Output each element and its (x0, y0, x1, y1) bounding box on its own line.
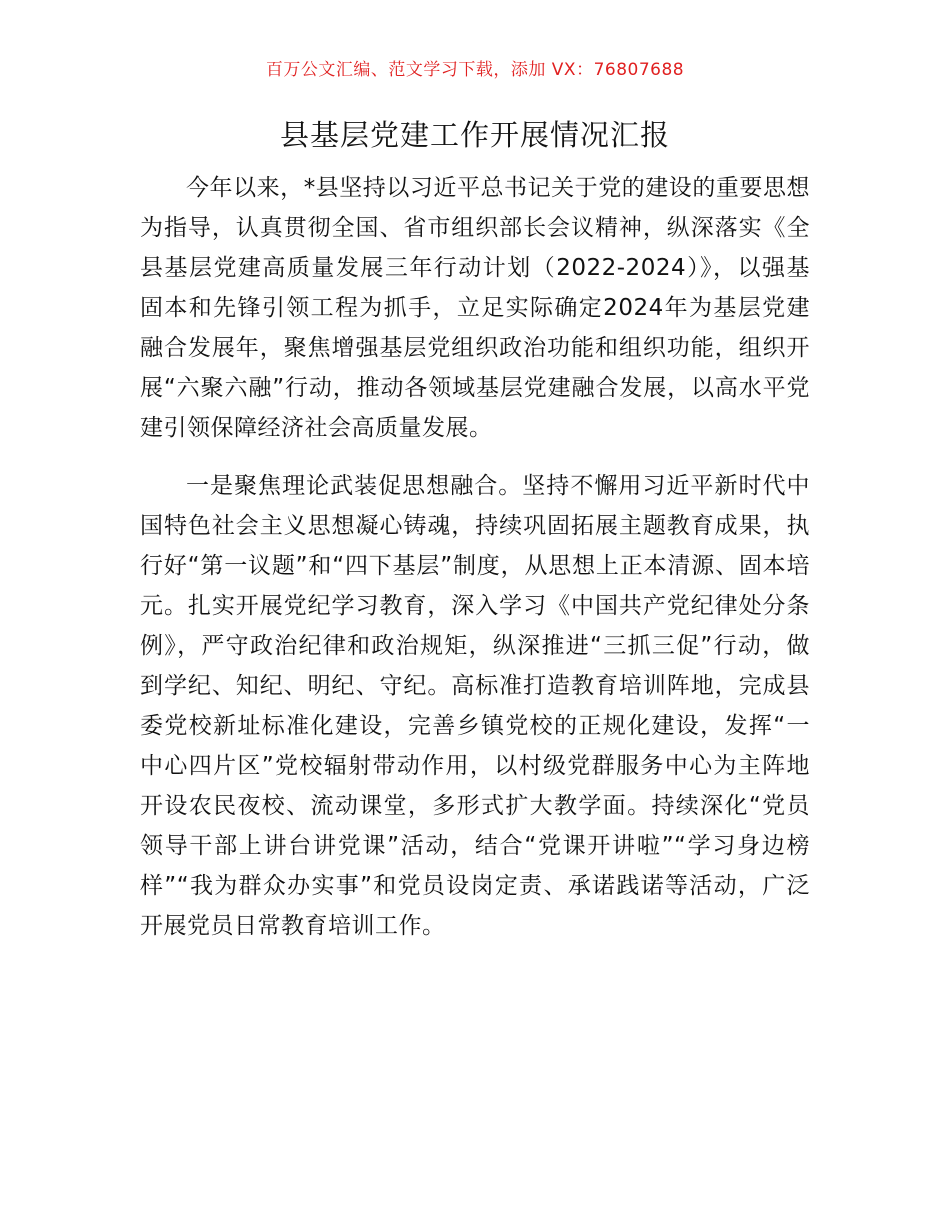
document-body (140, 168, 810, 946)
paragraph-intro: 今年以来，*县坚持以习近平总书记关于党的建设的重要思想为指导，认真贯彻全国、省市组织部长会议精神，纵深落实《全县基层党建高质量发展三年行动计划（2022-2024）》，以强基固本和先锋引领工程为抓手，立足实际确定2024年为基层党建融合发展年，聚焦增强基层党组织政治功能和组织功能，组织开展“六聚六融”行动，推动各领域基层党建融合发展，以高水平党建引领保障经济社会高质量发展。 (140, 175, 810, 441)
document-title: 县基层党建工作开展情况汇报 (279, 118, 670, 152)
paragraph-theory: 一是聚焦理论武装促思想融合。坚持不懈用习近平新时代中国特色社会主义思想凝心铸魂，持续巩固拓展主题教育成果，执行好“第一议题”和“四下基层”制度，从思想上正本清源、固本培元。扎实开展党纪学习教育，深入学习《中国共产党纪律处分条例》，严守政治纪律和政治规矩，纵深推进“三抓三促”行动，做到学纪、知纪、明纪、守纪。高标准打造教育培训阵地，完成县委党校新址标准化建设，完善乡镇党校的正规化建设，发挥“一中心四片区”党校辐射带动作用，以村级党群服务中心为主阵地开设农民夜校、流动课堂，多形式扩大教学面。持续深化“党员领导干部上讲台讲党课”活动，结合“党课开讲啦”“学习身边榜样”“我为群众办实事”和党员设岗定责、承诺践诺等活动，广泛开展党员日常教育培训工作。 (140, 473, 810, 939)
watermark-header: 百万公文汇编、范文学习下载，添加 VX：76807688 (265, 60, 685, 80)
